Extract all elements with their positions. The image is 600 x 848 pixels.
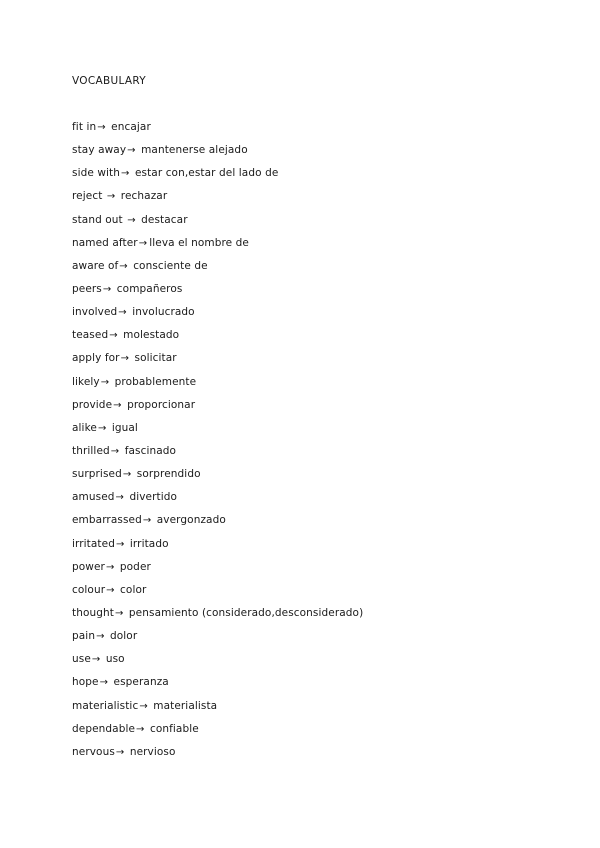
arrow-icon: →: [142, 515, 152, 527]
arrow-icon: →: [139, 700, 148, 712]
vocab-translation: molestado: [119, 329, 180, 342]
vocab-translation: color: [116, 583, 147, 596]
vocab-translation: avergonzado: [153, 514, 226, 527]
arrow-icon: →: [121, 168, 130, 180]
vocab-entry: [72, 328, 363, 351]
arrow-icon: →: [115, 607, 124, 619]
arrow-icon: →: [113, 399, 122, 411]
vocab-translation: mantenerse alejado: [137, 144, 248, 157]
vocab-entry: [72, 398, 363, 421]
vocab-term: embarrassed: [72, 514, 142, 527]
arrow-icon: →: [109, 330, 118, 342]
vocab-term: hope: [72, 676, 99, 689]
vocab-entry: [72, 375, 363, 398]
vocab-entry: [72, 560, 363, 583]
vocab-term: irritated: [72, 537, 115, 550]
vocab-entry: [72, 189, 363, 212]
vocab-translation: fascinado: [121, 444, 177, 457]
vocab-translation: destacar: [137, 213, 188, 226]
vocab-term: pain: [72, 630, 96, 643]
arrow-icon: →: [99, 677, 109, 689]
vocab-term: use: [72, 653, 91, 666]
arrow-icon: →: [97, 122, 106, 133]
vocab-entry: [72, 421, 363, 444]
arrow-icon: →: [106, 191, 116, 203]
vocabulary-list: [72, 120, 363, 768]
vocab-entry: [72, 351, 363, 374]
arrow-icon: →: [138, 237, 148, 249]
vocab-entry: [72, 282, 363, 305]
arrow-icon: →: [97, 422, 107, 434]
vocab-translation: uso: [102, 653, 125, 666]
vocab-term: power: [72, 560, 105, 573]
arrow-icon: →: [115, 492, 124, 504]
arrow-icon: →: [115, 746, 125, 758]
vocab-entry: [72, 652, 363, 675]
vocab-entry: [72, 490, 363, 513]
vocab-entry: [72, 699, 363, 722]
arrow-icon: →: [105, 561, 115, 573]
vocab-translation: rechazar: [117, 190, 168, 203]
vocab-translation: nervioso: [126, 745, 176, 758]
arrow-icon: →: [115, 538, 125, 550]
vocab-translation: poder: [116, 560, 151, 573]
vocab-term: named after: [72, 236, 138, 249]
arrow-icon: →: [91, 654, 101, 666]
vocab-term: stay away: [72, 144, 127, 157]
vocab-term: thrilled: [72, 444, 110, 457]
vocab-term: surprised: [72, 468, 122, 481]
vocab-translation: dolor: [106, 630, 138, 643]
vocab-translation: sorprendido: [133, 468, 201, 481]
vocab-entry: [72, 675, 363, 698]
vocab-entry: [72, 259, 363, 282]
arrow-icon: →: [136, 723, 145, 735]
vocab-translation: irritado: [126, 537, 169, 550]
vocab-term: aware of: [72, 259, 119, 272]
vocab-term: teased: [72, 329, 109, 342]
vocab-entry: [72, 143, 363, 166]
vocab-entry: [72, 166, 363, 189]
vocab-translation: solicitar: [131, 352, 177, 365]
vocab-translation: encajar: [107, 121, 151, 133]
vocab-entry: [72, 236, 363, 259]
arrow-icon: →: [127, 145, 136, 157]
arrow-icon: →: [118, 307, 127, 319]
vocab-entry: [72, 606, 363, 629]
vocab-term: colour: [72, 583, 106, 596]
vocab-term: fit in: [72, 121, 97, 133]
vocab-term: nervous: [72, 745, 115, 758]
vocab-translation: compañeros: [113, 282, 183, 295]
vocab-term: peers: [72, 282, 102, 295]
vocab-term: amused: [72, 491, 115, 504]
vocab-entry: [72, 467, 363, 490]
vocab-term: likely: [72, 375, 100, 388]
arrow-icon: →: [100, 376, 110, 388]
vocab-term: alike: [72, 421, 97, 434]
vocab-translation: involucrado: [128, 306, 195, 319]
vocab-entry: [72, 745, 363, 768]
arrow-icon: →: [122, 469, 132, 481]
vocab-translation: lleva el nombre de: [149, 236, 249, 249]
vocab-entry: [72, 213, 363, 236]
vocab-term: side with: [72, 167, 121, 180]
vocab-translation: igual: [108, 421, 138, 434]
arrow-icon: →: [127, 214, 136, 226]
vocab-term: thought: [72, 606, 114, 619]
vocab-entry: [72, 722, 363, 745]
vocab-translation: probablemente: [111, 375, 197, 388]
arrow-icon: →: [96, 631, 105, 643]
vocab-entry: [72, 305, 363, 328]
vocab-term: reject: [72, 190, 106, 203]
arrow-icon: →: [106, 584, 115, 596]
vocab-entry: [72, 537, 363, 560]
vocab-translation: divertido: [126, 491, 178, 504]
vocab-translation: materialista: [149, 699, 218, 712]
arrow-icon: →: [110, 445, 120, 457]
vocab-entry: [72, 444, 363, 467]
vocab-translation: confiable: [146, 722, 199, 735]
vocab-entry: [72, 120, 363, 143]
vocab-translation: proporcionar: [123, 398, 196, 411]
vocab-term: stand out: [72, 213, 127, 226]
arrow-icon: →: [120, 353, 130, 365]
vocab-term: involved: [72, 306, 118, 319]
vocab-translation: pensamiento (considerado,desconsiderado): [125, 606, 364, 619]
vocab-entry: [72, 583, 363, 606]
vocab-translation: esperanza: [110, 676, 169, 689]
document-title: VOCABULARY: [72, 75, 146, 87]
arrow-icon: →: [119, 260, 128, 272]
vocab-translation: estar con,estar del lado de: [131, 167, 279, 180]
vocab-entry: [72, 513, 363, 536]
arrow-icon: →: [102, 283, 112, 295]
vocab-term: dependable: [72, 722, 136, 735]
vocab-translation: consciente de: [129, 259, 208, 272]
vocab-entry: [72, 629, 363, 652]
vocab-term: apply for: [72, 352, 120, 365]
vocab-term: provide: [72, 398, 113, 411]
vocab-term: materialistic: [72, 699, 139, 712]
